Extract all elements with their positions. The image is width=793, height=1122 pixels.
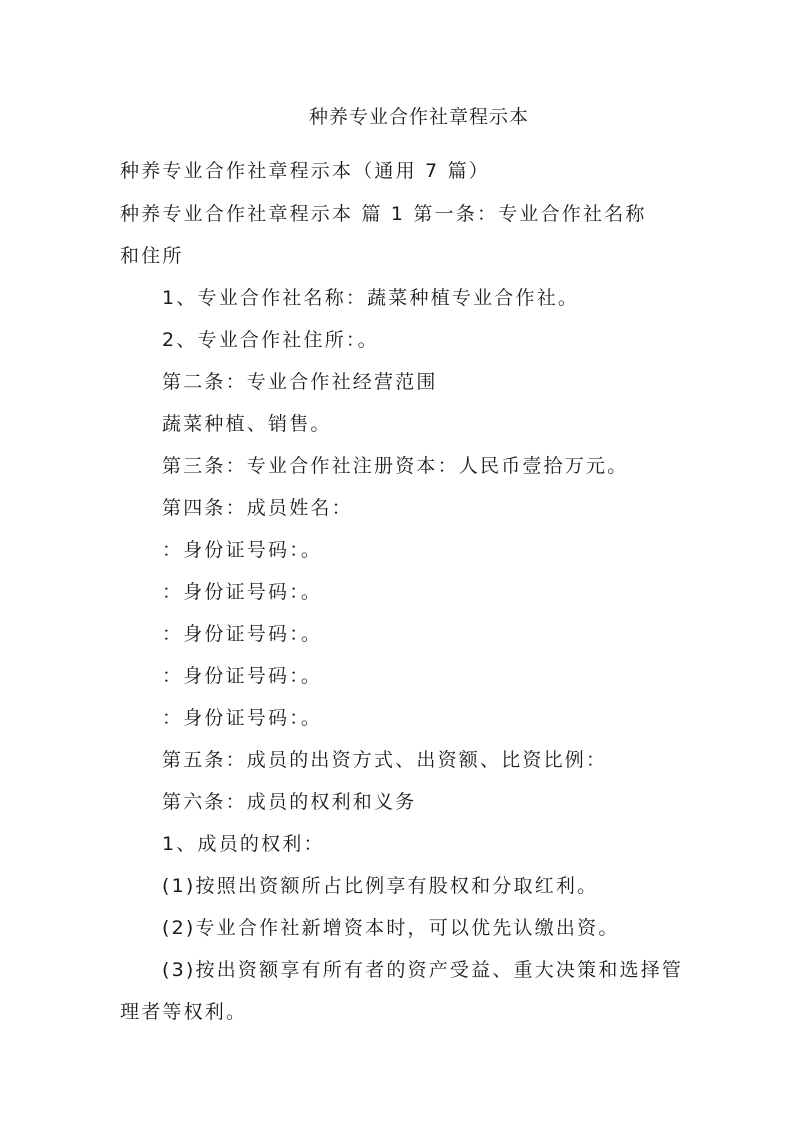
document-title: 种养专业合作社章程示本 (308, 106, 529, 128)
list-item: (1)按照出资额所占比例享有股权和分取红利。 (162, 875, 599, 897)
article-heading: 第四条：成员姓名： (162, 497, 353, 519)
member-id-line: ：身份证号码：。 (162, 665, 323, 687)
article-heading: 第五条：成员的出资方式、出资额、比资比例： (162, 749, 608, 771)
member-id-line: ：身份证号码：。 (162, 539, 323, 561)
section-heading-continuation: 和住所 (120, 245, 184, 267)
section-heading-line: 种养专业合作社章程示本 篇 1 第一条：专业合作社名称 (120, 203, 647, 225)
article-heading: 第六条：成员的权利和义务 (162, 791, 417, 813)
paragraph: 蔬菜种植、销售。 (162, 413, 332, 435)
doc-heading: 种养专业合作社章程示本（通用 7 篇） (120, 160, 490, 182)
list-item-continuation: 理者等权利。 (120, 1001, 248, 1023)
member-id-line: ：身份证号码：。 (162, 623, 323, 645)
member-id-line: ：身份证号码：。 (162, 707, 323, 729)
list-item: (3)按出资额享有所有者的资产受益、重大决策和选择管 (162, 959, 684, 981)
paragraph: 2、专业合作社住所：。 (162, 329, 379, 351)
member-id-line: ：身份证号码：。 (162, 581, 323, 603)
paragraph: 1、专业合作社名称：蔬菜种植专业合作社。 (162, 287, 580, 309)
article-heading: 第二条：专业合作社经营范围 (162, 371, 438, 393)
article-heading: 第三条：专业合作社注册资本：人民币壹拾万元。 (162, 455, 629, 477)
list-item: (2)专业合作社新增资本时，可以优先认缴出资。 (162, 917, 620, 939)
paragraph: 1、成员的权利： (162, 833, 325, 855)
